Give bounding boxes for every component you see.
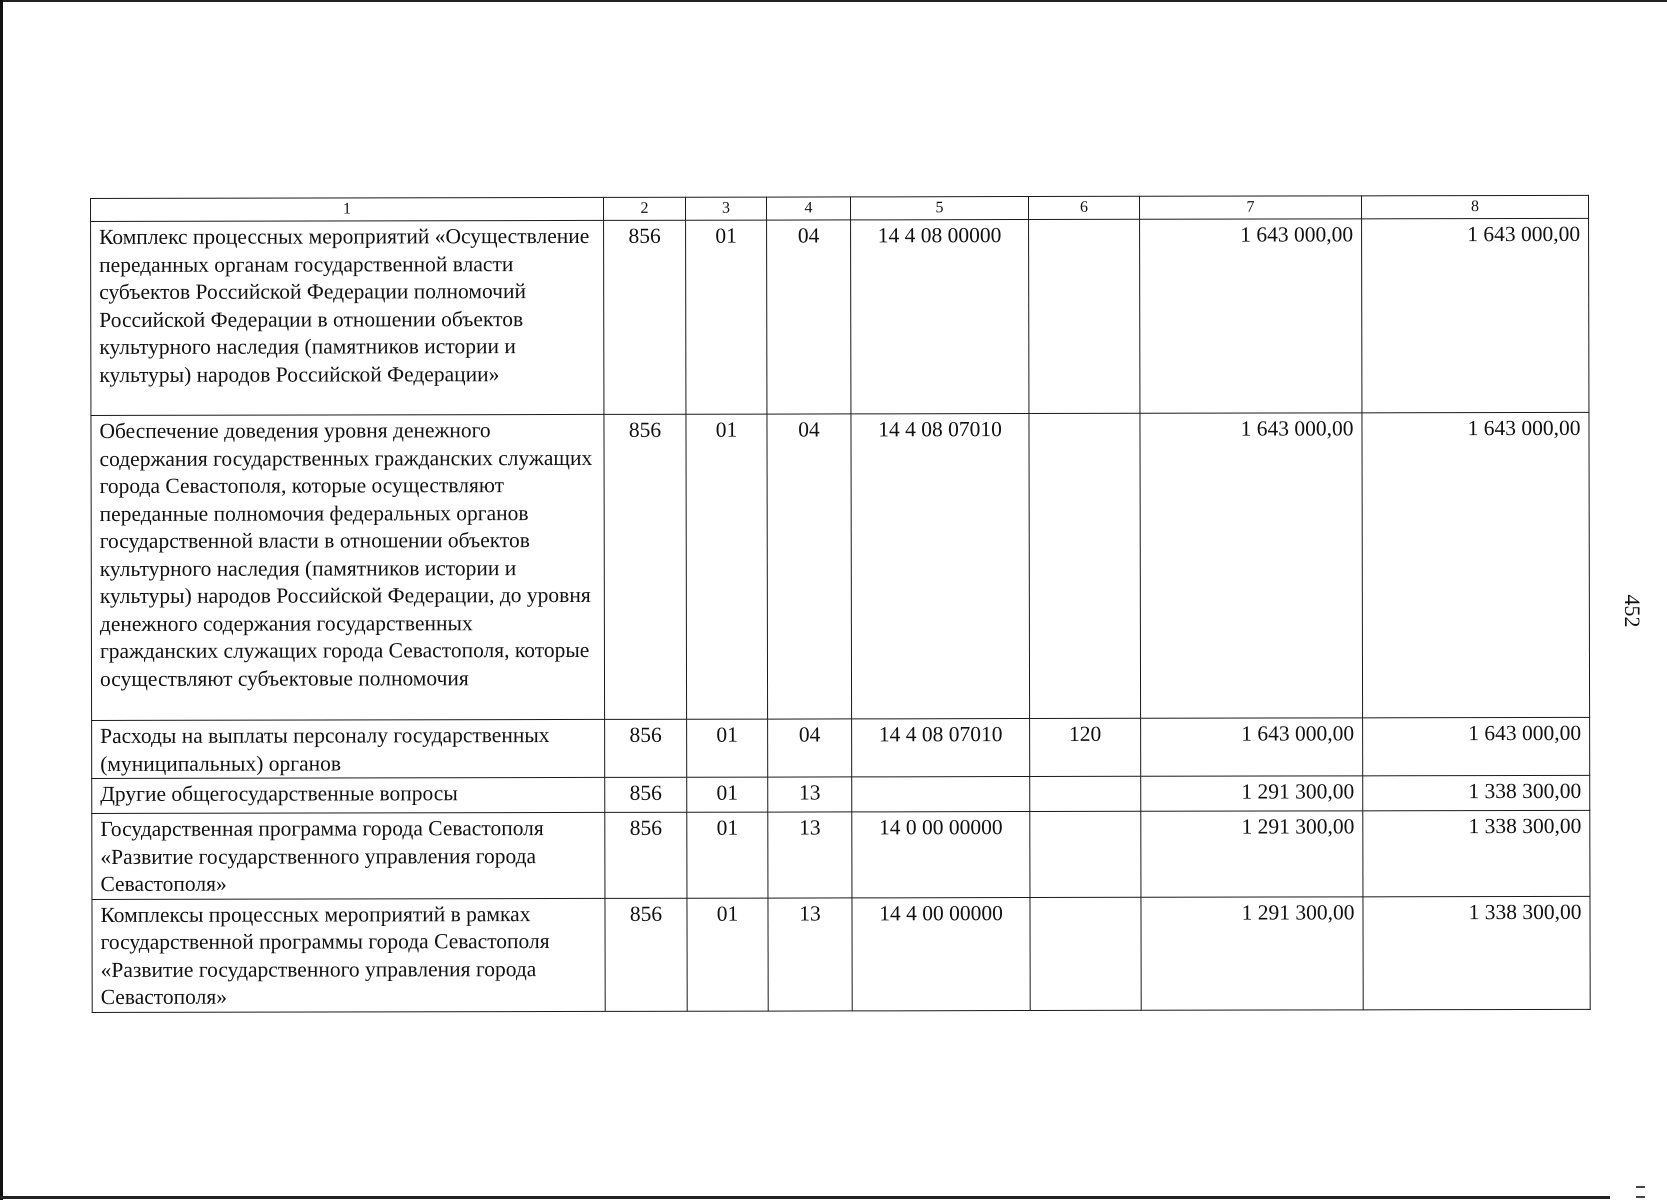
budget-table (90, 195, 1591, 1013)
scan-edge-left (0, 0, 3, 1200)
expense-type-code (1030, 811, 1141, 897)
section-code: 01 (687, 719, 768, 777)
amount-col7: 1 643 000,00 (1140, 219, 1362, 413)
row-name: Расходы на выплаты персоналу государственных (муниципальных) органов (92, 719, 605, 778)
ved-code: 856 (605, 777, 687, 812)
amount-col8: 1 643 000,00 (1362, 218, 1589, 412)
ved-code: 856 (604, 414, 687, 719)
scan-mark (1636, 1186, 1645, 1188)
amount-col8: 1 338 300,00 (1363, 810, 1590, 896)
subsection-code: 04 (767, 414, 852, 719)
table-row (92, 896, 1590, 1012)
amount-col7: 1 291 300,00 (1141, 896, 1363, 1009)
amount-col8: 1 338 300,00 (1363, 775, 1590, 810)
page-number: 452 (1620, 594, 1645, 628)
section-code: 01 (687, 812, 768, 898)
target-article-code: 14 0 00 00000 (852, 812, 1030, 898)
row-name: Комплексы процессных мероприятий в рамках государственной программы города Севастополя «Развитие государственного управления города Севастополя» (92, 898, 605, 1012)
expense-type-code (1030, 776, 1141, 811)
subsection-code: 13 (768, 897, 852, 1010)
section-code: 01 (687, 898, 768, 1011)
column-number: 7 (1139, 196, 1361, 219)
amount-col7: 1 643 000,00 (1140, 413, 1363, 718)
target-article-code: 14 4 00 00000 (852, 897, 1030, 1010)
section-code: 01 (686, 220, 767, 414)
ved-code: 856 (605, 719, 687, 777)
row-name: Комплекс процессных мероприятий «Осуществление переданных органам государственной власти субъектов Российской Федерации полномочий Российской Федерации в отношении объектов культурного наследия (памятников истории и культуры) народов Российской Федерации» (91, 220, 604, 415)
amount-col7: 1 291 300,00 (1141, 776, 1363, 811)
ved-code: 856 (605, 812, 687, 898)
section-code: 01 (686, 414, 768, 719)
scan-mark (1636, 1196, 1645, 1198)
column-number: 5 (850, 197, 1028, 220)
table-row (92, 810, 1590, 899)
ved-code: 856 (605, 898, 687, 1011)
target-article-code (852, 777, 1030, 812)
subsection-code: 13 (768, 812, 852, 898)
column-number: 2 (603, 197, 685, 220)
amount-col8: 1 643 000,00 (1363, 717, 1590, 775)
amount-col7: 1 643 000,00 (1141, 718, 1363, 776)
amount-col7: 1 291 300,00 (1141, 811, 1363, 897)
amount-col8: 1 338 300,00 (1363, 896, 1590, 1009)
row-name: Государственная программа города Севастополя «Развитие государственного управления города Севастополя» (92, 812, 605, 899)
column-number: 4 (766, 197, 850, 220)
column-number: 3 (685, 197, 766, 220)
scan-edge-top (0, 0, 1667, 2)
table-row (91, 218, 1589, 415)
column-number: 1 (91, 197, 604, 221)
subsection-code: 04 (767, 220, 851, 414)
column-number: 8 (1361, 195, 1588, 218)
table-row (92, 775, 1590, 813)
subsection-code: 13 (768, 777, 852, 812)
subsection-code: 04 (768, 719, 852, 777)
ved-code: 856 (604, 220, 686, 414)
target-article-code: 14 4 08 07010 (852, 719, 1030, 777)
table-row (92, 717, 1590, 778)
target-article-code: 14 4 08 00000 (851, 220, 1029, 414)
expense-type-code (1029, 413, 1141, 718)
amount-col8: 1 643 000,00 (1362, 412, 1590, 717)
expense-type-code: 120 (1030, 718, 1141, 776)
table-row (91, 412, 1590, 720)
column-number-row (91, 195, 1589, 221)
section-code: 01 (687, 777, 768, 812)
column-number: 6 (1028, 196, 1139, 219)
scan-edge-bottom (0, 1196, 1610, 1199)
expense-type-code (1030, 897, 1141, 1010)
target-article-code: 14 4 08 07010 (851, 414, 1030, 719)
expense-type-code (1029, 219, 1140, 413)
row-name: Обеспечение доведения уровня денежного содержания государственных гражданских служащих города Севастополя, которые осуществляют переданные полномочия федеральных органов государственной власти в отношении объектов культурного наследия (памятников истории и культуры) народов Российской Федерации, до уровня денежного содержания государственных гражданских служащих города Севастополя, которые осуществляют субъектовые полномочия (91, 414, 605, 720)
row-name: Другие общегосударственные вопросы (92, 777, 605, 813)
